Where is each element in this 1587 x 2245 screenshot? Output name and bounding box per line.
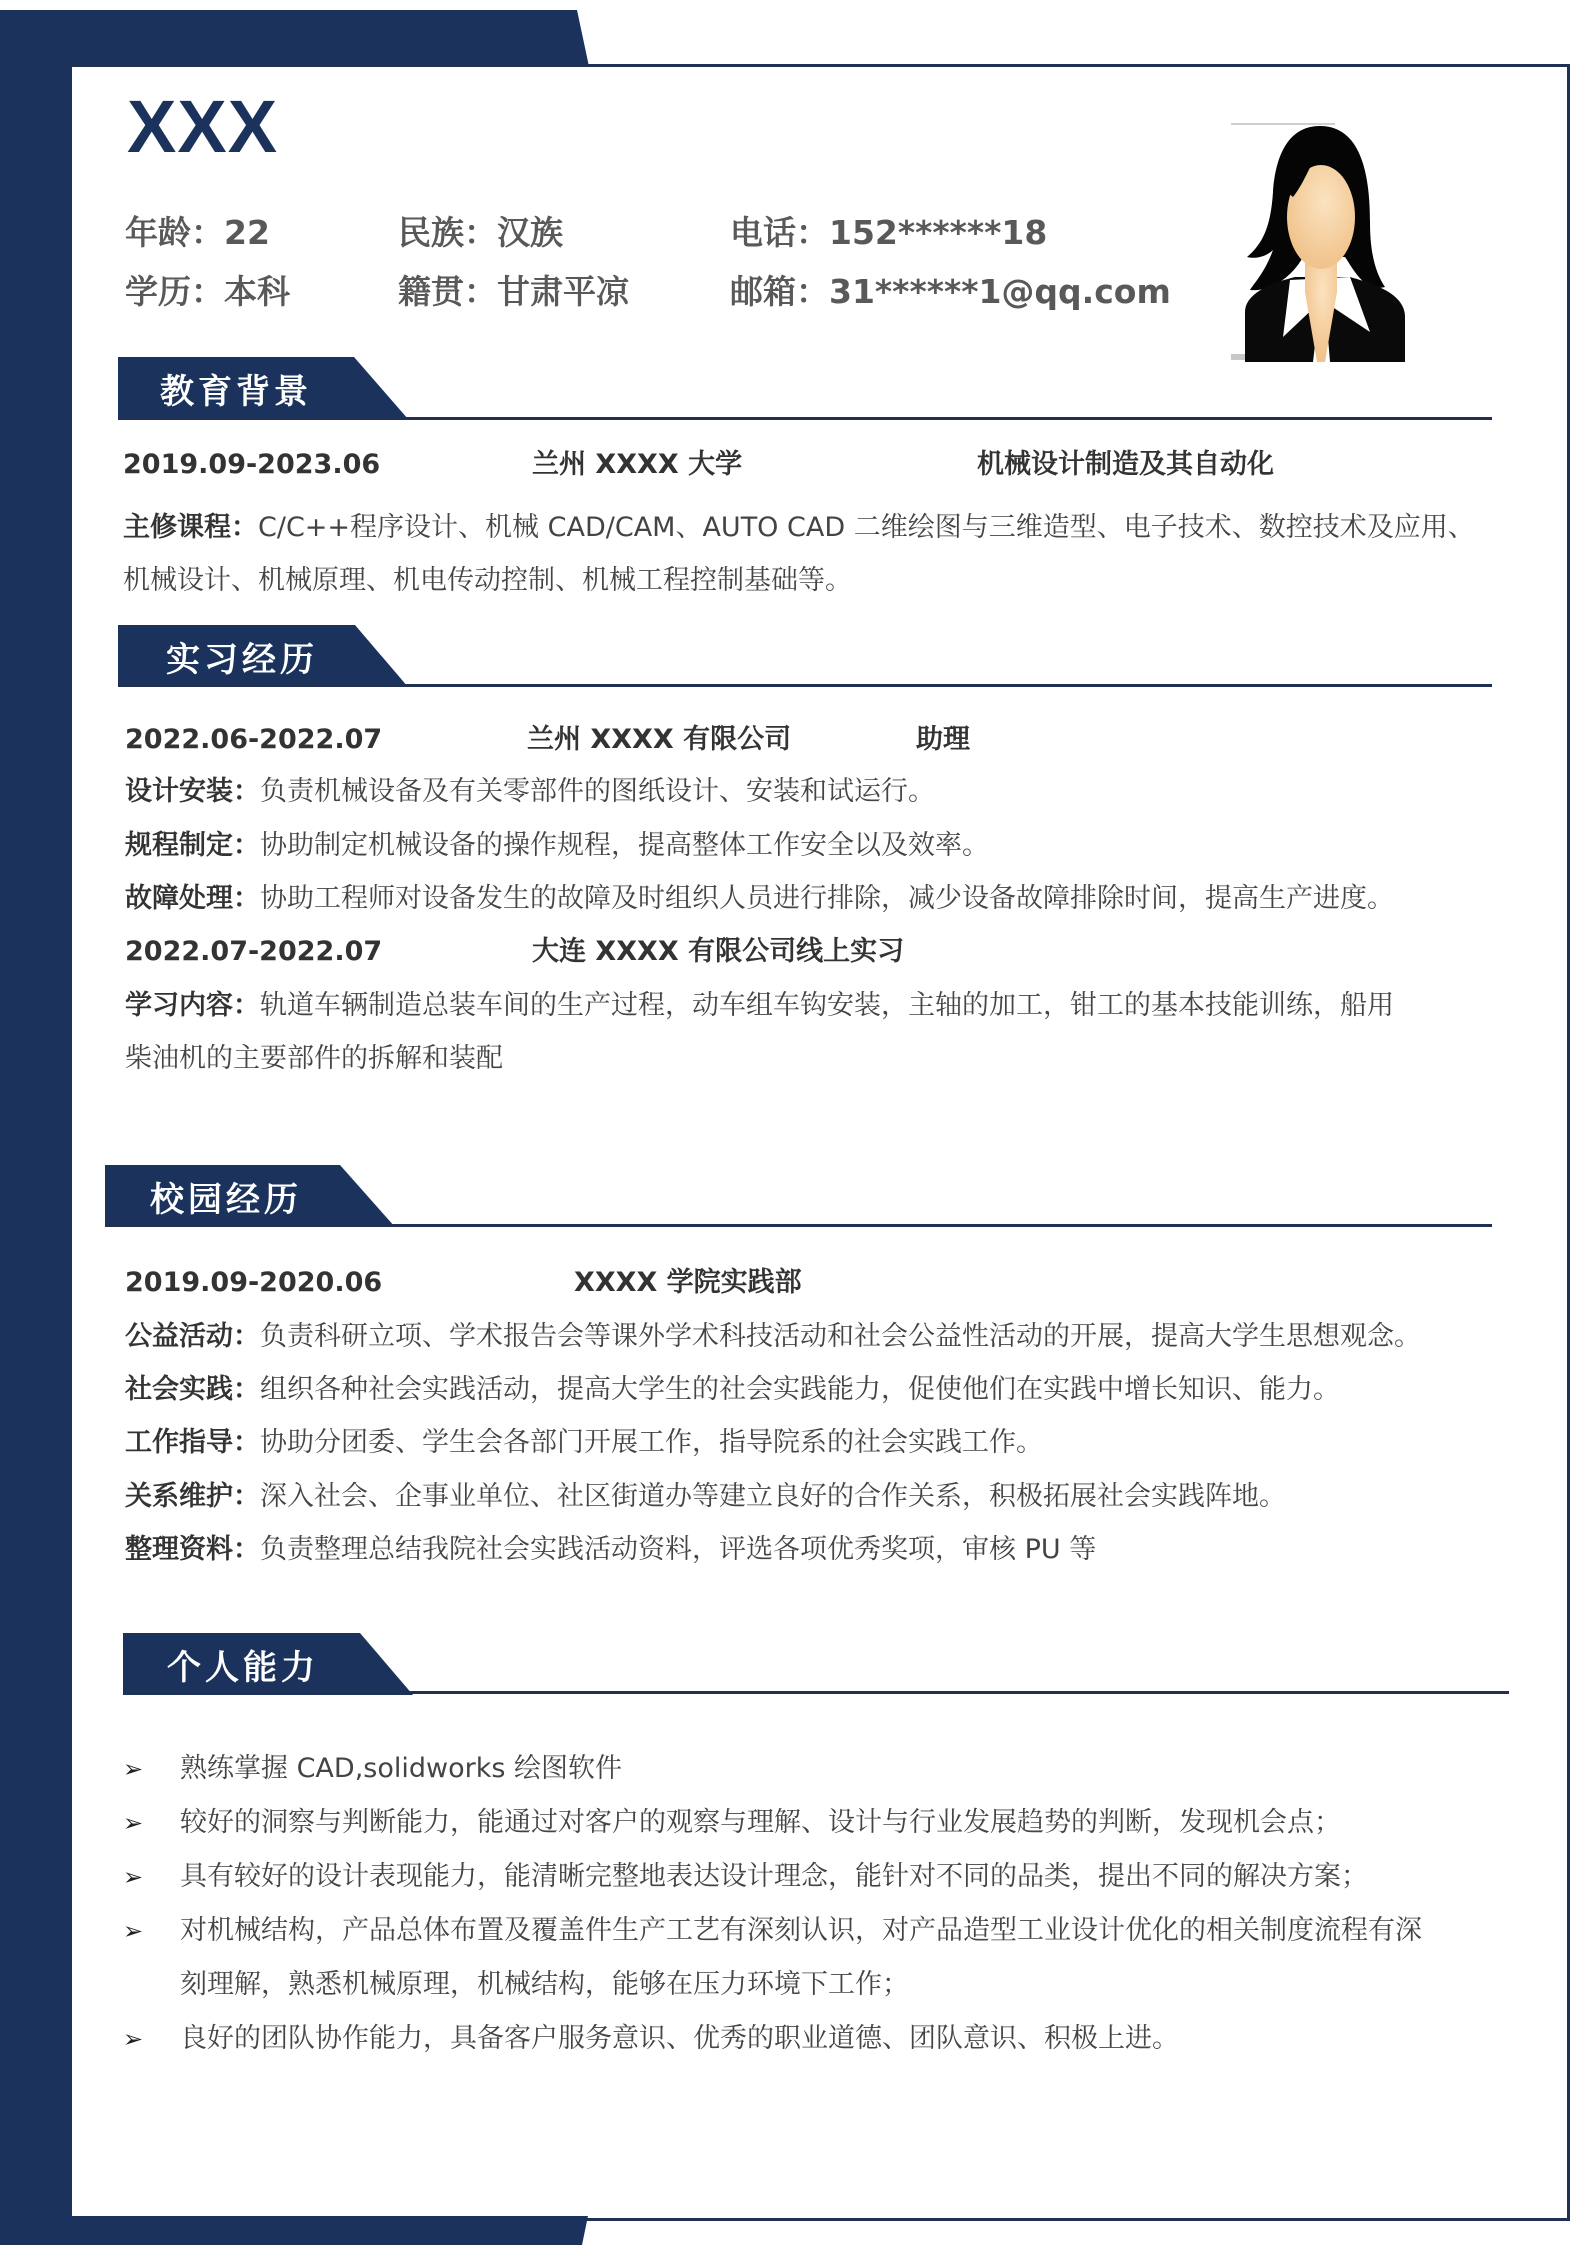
ability-item: 良好的团队协作能力，具备客户服务意识、优秀的职业道德、团队意识、积极上进。	[180, 2023, 1179, 2054]
arrow-bullet-icon: ➢	[123, 1917, 144, 1945]
info-age: 年龄：22	[125, 213, 270, 252]
ability-item: 具有较好的设计表现能力，能清晰完整地表达设计理念，能针对不同的品类，提出不同的解决方案；	[180, 1861, 1368, 1892]
job-item-cont: 柴油机的主要部件的拆解和装配	[125, 1043, 503, 1074]
section-header-campus	[105, 1165, 405, 1227]
campus-item: 工作指导：协助分团委、学生会各部门开展工作，指导院系的社会实践工作。	[125, 1427, 1043, 1458]
job-item: 规程制定：协助制定机械设备的操作规程，提高整体工作安全以及效率。	[125, 830, 989, 861]
job-item: 故障处理：协助工程师对设备发生的故障及时组织人员进行排除，减少设备故障排除时间，提高生产进度。	[125, 883, 1394, 914]
info-hometown: 籍贯：甘肃平凉	[398, 272, 629, 311]
education-major: 机械设计制造及其自动化	[977, 449, 1274, 480]
arrow-bullet-icon: ➢	[123, 1863, 144, 1891]
campus-item: 社会实践：组织各种社会实践活动，提高大学生的社会实践能力，促使他们在实践中增长知识、能力。	[125, 1374, 1340, 1405]
arrow-bullet-icon: ➢	[123, 1809, 144, 1837]
arrow-bullet-icon: ➢	[123, 2025, 144, 2053]
campus-item: 整理资料：负责整理总结我院社会实践活动资料，评选各项优秀奖项，审核 PU 等	[125, 1534, 1097, 1565]
education-period: 2019.09-2023.06	[123, 449, 381, 480]
campus-period: 2019.09-2020.06	[125, 1267, 383, 1298]
bottom-accent-band	[0, 2216, 595, 2245]
left-accent-bar	[0, 10, 72, 2245]
job-period: 2022.06-2022.07	[125, 724, 383, 755]
section-divider	[118, 417, 1492, 420]
job-item: 设计安装：负责机械设备及有关零部件的图纸设计、安装和试运行。	[125, 776, 935, 807]
avatar-icon	[1225, 122, 1415, 364]
job-company: 兰州 XXXX 有限公司	[527, 724, 792, 755]
avatar-photo	[1225, 122, 1415, 364]
ability-item-cont: 刻理解，熟悉机械原理，机械结构，能够在压力环境下工作；	[180, 1969, 909, 2000]
ability-item: 熟练掌握 CAD,solidworks 绘图软件	[180, 1753, 622, 1784]
section-title: 实习经历	[166, 639, 318, 680]
education-school: 兰州 XXXX 大学	[532, 449, 743, 480]
job-item: 学习内容：轨道车辆制造总装车间的生产过程，动车组车钩安装，主轴的加工，钳工的基本技能训练，船用	[125, 990, 1394, 1021]
section-title: 教育背景	[160, 371, 312, 412]
arrow-bullet-icon: ➢	[123, 1755, 144, 1783]
section-title: 校园经历	[150, 1179, 302, 1220]
job-role: 助理	[916, 724, 970, 755]
info-ethnicity: 民族：汉族	[398, 213, 563, 252]
education-courses: 主修课程：C/C++程序设计、机械 CAD/CAM、AUTO CAD 二维绘图与三维造型、电子技术、数控技术及应用、	[123, 512, 1475, 543]
ability-item: 较好的洞察与判断能力，能通过对客户的观察与理解、设计与行业发展趋势的判断，发现机会点；	[180, 1807, 1341, 1838]
education-courses-cont: 机械设计、机械原理、机电传动控制、机械工程控制基础等。	[123, 565, 852, 596]
section-title: 个人能力	[167, 1647, 319, 1688]
campus-item: 关系维护：深入社会、企事业单位、社区街道办等建立良好的合作关系，积极拓展社会实践阵地。	[125, 1481, 1286, 1512]
campus-item: 公益活动：负责科研立项、学术报告会等课外学术科技活动和社会公益性活动的开展，提高大学生思想观念。	[125, 1321, 1421, 1352]
candidate-name: XXX	[127, 85, 279, 168]
section-divider	[118, 684, 1492, 687]
job-period: 2022.07-2022.07	[125, 936, 383, 967]
section-header-education	[118, 357, 418, 419]
section-header-internship	[118, 625, 418, 687]
section-divider	[105, 1224, 1492, 1227]
job-company: 大连 XXXX 有限公司线上实习	[532, 936, 905, 967]
info-phone: 电话：152******18	[730, 213, 1048, 252]
campus-org: XXXX 学院实践部	[574, 1267, 802, 1298]
section-divider	[123, 1691, 1509, 1694]
info-email: 邮箱：31******1@qq.com	[730, 272, 1171, 311]
section-header-abilities	[123, 1633, 423, 1695]
info-education-level: 学历：本科	[125, 272, 290, 311]
ability-item: 对机械结构，产品总体布置及覆盖件生产工艺有深刻认识，对产品造型工业设计优化的相关制度流程有深	[180, 1915, 1422, 1946]
